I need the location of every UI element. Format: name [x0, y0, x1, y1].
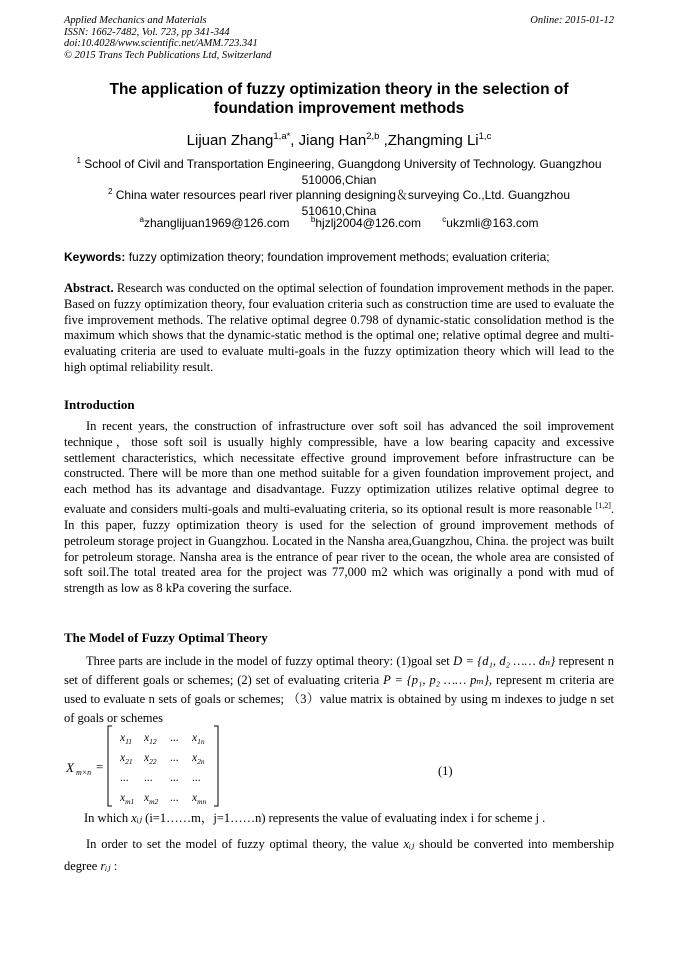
- email-list: [64, 215, 614, 230]
- matrix-name: X: [66, 760, 74, 775]
- model-text: In order to set the model of fuzzy optimal theory, the value: [86, 837, 404, 851]
- matrix-cell: $x_{12}$: [144, 732, 157, 746]
- email-address: ukzmli@163.com: [446, 216, 539, 230]
- matrix-cell: ...: [120, 772, 129, 784]
- matrix-left-bracket: [108, 726, 112, 806]
- value-matrix-svg: [64, 724, 614, 808]
- model-paragraph-1: [64, 652, 614, 728]
- affiliation-line2: 510610,China: [301, 203, 377, 218]
- keywords-text: fuzzy optimization theory; foundation improvement methods; evaluation criteria;: [125, 250, 550, 264]
- citation[interactable]: [1,2]: [595, 500, 611, 510]
- matrix-cells: [119, 732, 207, 806]
- keywords: [64, 250, 614, 264]
- model-text: In which: [84, 811, 132, 825]
- model-text: should be converted into membership degree: [64, 837, 614, 873]
- keywords-label: Keywords:: [64, 250, 126, 264]
- matrix-cell: $x_{1n}$: [192, 732, 205, 746]
- matrix-cell: ...: [192, 772, 201, 784]
- email-item[interactable]: [311, 216, 421, 230]
- matrix-cell: $x_{22}$: [144, 752, 157, 766]
- matrix-cell: $x_{11}$: [120, 732, 133, 746]
- author-affil-sup: 1,a*: [273, 131, 291, 142]
- affiliation-1: [64, 153, 614, 188]
- paper-title-line1: The application of fuzzy optimization theory in the selection of: [109, 81, 569, 98]
- email-sup: a: [139, 215, 144, 224]
- journal-name: Applied Mechanics and Materials: [64, 15, 207, 26]
- model-text: Three parts are include in the model of fuzzy optimal theory: (1)goal set: [86, 654, 454, 668]
- email-sup: c: [442, 215, 447, 224]
- goal-set-formula: D = {d₁, d₂ …… dₙ}: [453, 654, 556, 668]
- section-heading-introduction: Introduction: [64, 397, 135, 412]
- affiliation-2: [64, 184, 614, 219]
- intro-text: In recent years, the construction of infrastructure over soft soil has advanced the soil improvement technique，those soft soil is usually highly compressible, have a low bearing capacity and excessive settlement characteristics, which necessitate effective ground improvement before infrastructure can be constructed. There will be more than one method suitable for a given foundation improvement project, and each method has its advantage and disadvantage. Fuzzy optimization utilizes relative optimal degree to evaluate and considers multi-goals and multi-evaluating criteria, so its optional result is more reasonable: [64, 419, 614, 517]
- matrix-cell: $x_{21}$: [120, 752, 133, 766]
- variable-rij: rᵢⱼ: [100, 859, 111, 873]
- author-list: [64, 127, 614, 151]
- paper-title-line2: foundation improvement methods: [213, 100, 465, 117]
- online-date: Online: 2015-01-12: [530, 15, 614, 26]
- affiliation-sup: 2: [107, 187, 113, 196]
- section-heading-model: The Model of Fuzzy Optimal Theory: [64, 630, 268, 645]
- matrix-cell: $x_{mn}$: [192, 792, 207, 806]
- matrix-cell: $x_{m1}$: [120, 792, 135, 806]
- matrix-cell: ...: [144, 772, 153, 784]
- intro-text-continued: . In this paper, fuzzy optimization theory is used for the selection of ground improvement methods of petroleum storage project in Guangzhou. Located in the Nansha area,Guangzhou, China. the project was built for petroleum storage. Nansha area is the entrance of pear river to the ocean, the whole area are consisted of soft soil.The total treated area for the project was 77,000 m2 which was originally a pond with mud of strength as low as 8 kPa covering the surface.: [64, 502, 614, 596]
- abstract-text: Research was conducted on the optimal selection of foundation improvement methods in the paper. Based on fuzzy optimization theory, four evaluation criteria such as construction time are used to evaluate the five improvement methods. The relative optimal degree 0.798 of dynamic-static consolidation method is the maximum which shows that the dynamic-static method is the optimal one; relative optimal degree and multi-evaluating criteria are used to evaluate multi-goals in the fuzzy optimization theory which will lead to the high optimal reliability result.: [64, 281, 614, 374]
- email-address: hjzlj2004@126.com: [315, 216, 421, 230]
- email-address: zhanglijuan1969@126.com: [143, 216, 290, 230]
- matrix-cell: $x_{2n}$: [192, 752, 205, 766]
- model-text: (i=1……m，j=1……n) represents the value of evaluating index i for scheme j .: [142, 811, 546, 825]
- matrix-cell: ...: [170, 752, 179, 764]
- matrix-cell: ...: [170, 792, 179, 804]
- email-item[interactable]: [442, 216, 538, 230]
- journal-doi[interactable]: doi:10.4028/www.scientific.net/AMM.723.341: [64, 38, 258, 50]
- email-item[interactable]: [139, 216, 289, 230]
- variable-xij: xᵢⱼ: [131, 811, 143, 825]
- affiliation-sup: 1: [76, 156, 81, 165]
- model-text: represent n set of different goals or schemes; (2) set of evaluating criteria: [64, 654, 615, 687]
- matrix-cell: ...: [170, 772, 179, 784]
- author-name: Lijuan Zhang: [186, 132, 274, 149]
- author-affil-sup: 1,c: [478, 131, 492, 142]
- journal-issn: ISSN: 1662-7482, Vol. 723, pp 341-344: [64, 26, 230, 38]
- variable-xij: xᵢⱼ: [403, 837, 415, 851]
- value-matrix-equation: [64, 724, 614, 808]
- abstract: [64, 281, 614, 376]
- affiliation-line2: 510006,Chian: [301, 172, 377, 187]
- model-text: :: [110, 859, 118, 873]
- paper-title: [64, 80, 614, 118]
- matrix-subscript: m×n: [76, 768, 92, 777]
- introduction-paragraph: [64, 419, 614, 597]
- criteria-set-formula: P = {p₁, p₂ …… pₘ}: [383, 673, 490, 687]
- matrix-cell: $x_{m2}$: [144, 792, 159, 806]
- matrix-right-bracket: [214, 726, 218, 806]
- author-separator: ,: [379, 132, 388, 149]
- author-name: Jiang Han: [298, 132, 367, 149]
- model-paragraph-2: [84, 811, 614, 827]
- email-sup: b: [310, 215, 316, 224]
- model-paragraph-3: [64, 833, 614, 877]
- journal-header: [64, 15, 271, 61]
- author-separator: ,: [290, 132, 299, 149]
- model-text: , represent m criteria are used to evaluate n sets of goals or schemes; （3）value matrix is obtained by using m indexes to judge n set of goals or schemes: [64, 673, 614, 725]
- author-affil-sup: 2,b: [366, 131, 380, 142]
- author-name: Zhangming Li: [387, 132, 479, 149]
- abstract-label: Abstract.: [64, 281, 114, 295]
- equals-sign: =: [96, 759, 104, 774]
- affiliation-line1: School of Civil and Transportation Engineering, Guangdong University of Technology. Guangzhou: [80, 157, 602, 171]
- affiliation-line1: China water resources pearl river planning designing＆surveying Co.,Ltd. Guangzhou: [112, 188, 571, 202]
- equation-number: (1): [438, 764, 453, 778]
- matrix-cell: ...: [170, 732, 179, 744]
- journal-copyright: © 2015 Trans Tech Publications Ltd, Switzerland: [64, 49, 272, 61]
